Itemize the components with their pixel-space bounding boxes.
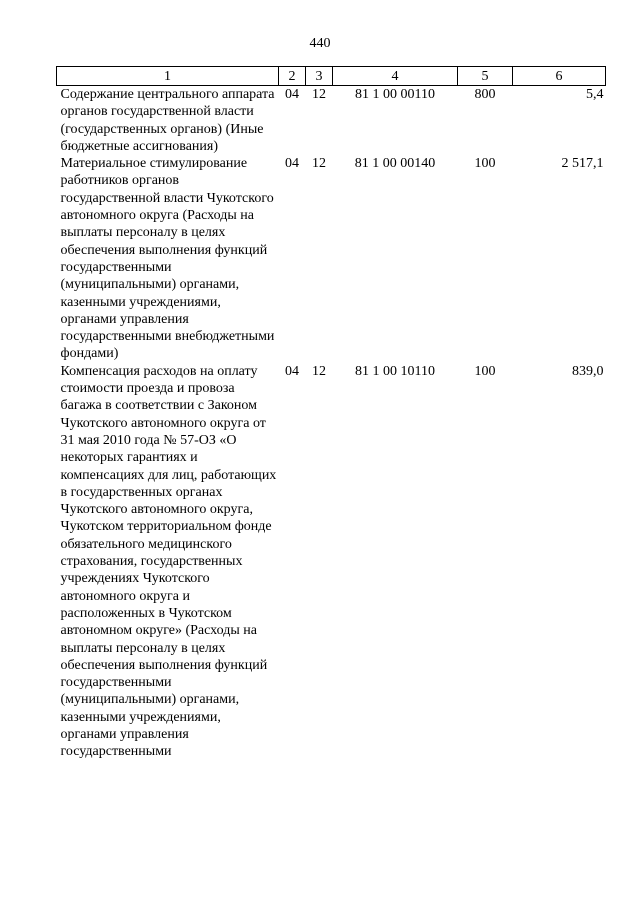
row-amount: 839,0 — [572, 363, 604, 379]
column-header-expense-type: 5 — [458, 67, 513, 86]
row-name: Компенсация расходов на оплату стоимости проезда и провоза багажа в соответствии с Законом Чукотского автономного округа от 31 мая 2010 года № 57-ОЗ «О некоторых гарантиях и компенсациях для лиц, работающих в государственных органах Чукотского автономного округа, Чукотском территориальном фонде обязательного медицинского страхования, государственных учреждениях Чукотского автономного округа и расположенных в Чукотском автономном округе» (Расходы на выплаты персоналу в целях обеспечения выполнения функций государственными (муниципальными) органами, казенными учреждениями, органами управления государственными — [60, 363, 277, 760]
row-name: Материальное стимулирование работников органов государственной власти Чукотского автономного округа (Расходы на выплаты персоналу в целях обеспечения выполнения функций государственными (муниципальными) органами, казенными учреждениями, органами управления государственными внебюджетными фондами) — [60, 156, 275, 362]
table-row — [57, 155, 606, 363]
table-row — [57, 363, 606, 761]
row-expense-type: 100 — [474, 156, 496, 172]
column-header-target-article: 4 — [333, 67, 458, 86]
row-subsection: 12 — [312, 363, 326, 379]
row-expense-type: 100 — [474, 363, 496, 379]
column-header-amount: 6 — [513, 67, 606, 86]
row-target-article: 81 1 00 00110 — [355, 87, 435, 102]
row-target-article: 81 1 00 00140 — [354, 156, 436, 172]
row-subsection: 12 — [312, 87, 326, 102]
row-amount: 2 517,1 — [561, 156, 604, 172]
column-header-section: 2 — [279, 67, 306, 86]
row-section: 04 — [285, 87, 299, 102]
row-section: 04 — [285, 363, 299, 379]
row-subsection: 12 — [312, 156, 326, 172]
column-header-name: 1 — [57, 67, 279, 86]
table-row — [57, 86, 606, 156]
row-expense-type: 800 — [474, 87, 496, 102]
budget-table — [56, 66, 606, 761]
row-target-article: 81 1 00 10110 — [355, 363, 435, 379]
row-name: Содержание центрального аппарата органов государственной власти (государственных органов) (Иные бюджетные ассигнования) — [60, 87, 275, 154]
row-section: 04 — [285, 156, 299, 172]
page-number: 440 — [309, 36, 331, 51]
column-header-subsection: 3 — [306, 67, 333, 86]
table-header-row — [57, 67, 606, 86]
row-amount: 5,4 — [586, 87, 604, 102]
